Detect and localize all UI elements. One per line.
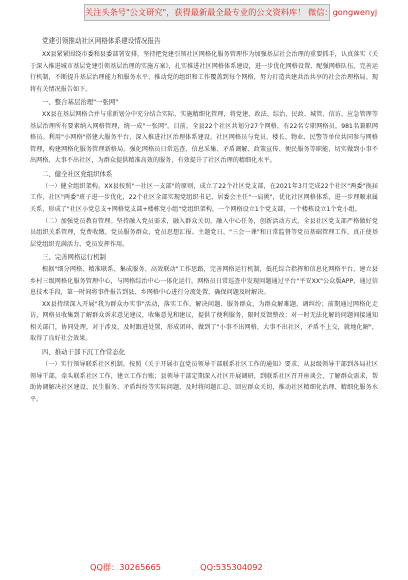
- paragraph: XX县在基层网格合并与重新划分中充分结合实际，实施精细化管理，将党建、政法、综治、民政、城管、信访、应急管理等基层治理所有要素纳入网格管理，统一成"一张网"。目前，全县22个社区共划分27个网格，有22名专职网格员，981名兼职网格员。利用"小网格"搭建大服务平台，深入推进社区治理体系建设。社区网格员与党员、楼长、物业、民警等单位共同参与网格管理，构建网格化服务管理新格局。强化网格员日常巡查、信息采集、矛盾调解、政策宣传、便民服务等职能，切实做到小事不出网格、大事不出社区，为群众提供精准高效的服务，有效提升了社区治理的精细化水平。: [30, 111, 378, 165]
- qq-group-text: QQ群：30265665: [90, 562, 161, 572]
- paragraph: 根据"细分网格、精准联系、集成服务、高效联动"工作思路，完善网格运行机制，低托综合指挥和信息化网格平台，建立县乡村三级网格化服务管理中心，与网格综治中心一体化运行，网格员日常巡查中发现问题通过平台"平安XX"公众版APP，通过信息技术手段，第一时间将事件报告到县、乡网格中心进行分流处置，确保问题及时解决。: [30, 266, 378, 297]
- promo-banner: 关注头条号"公文研究"，获得最新最全最专业的公文资料库！ 微信：gongwenyj: [84, 4, 330, 21]
- qq-number-text: QQ:535304092: [200, 562, 263, 572]
- paragraph: （一）健全组织架构。XX县按照"一社区一支部"的原则，成立了22个社区党支部，在2021年3月完成22个社区"两委"换届工作，社区"两委"班子进一步优化，22个社区全部实现党组织书记、居委会主任"一肩挑"，优化社区网格体系，进一步理顺隶属关系，形成了"社区小党总支+网格党支部+楼栋党小组"党组织架构，一个网格设立1个党支部，一个楼栋设立1个党小组。: [30, 182, 378, 214]
- document-paragraphs: [30, 49, 378, 405]
- section-heading: 一、整合基层治理"一张网": [42, 98, 119, 107]
- section-heading: 二、健全社区党组织体系: [42, 169, 113, 178]
- document-body: [30, 36, 378, 405]
- paragraph: XX县持续深入开展"我为群众办实事"活动，落实工作、解决问题、服务群众，为群众解难题，调纠纷；前期通过网格化走访，网格员收集到了解群众诉求意见建议，收集意见和建议，提供了便利服务，限时反馈整改：对一时无法化解的问题间接通知相关部门，协同处理，对于涉及，及时跟进处置，形成闭环，做到了"小事不出网格，大事不出社区，矛盾不上交，就地化解"，取得了良好社会效果。: [30, 300, 378, 343]
- contact-footer: [90, 560, 330, 574]
- section-heading: 四、推动干部下沉工作常态化: [42, 348, 126, 357]
- paragraph: XX县紧紧围绕市委和县委部署安排，坚持把党建引领社区网格化服务管理作为加强基层社会治理的重要抓手，认真落实《关于深入推进城市基层党建引领基层治理的实施方案》，扎实推进社区网格体系建设，进一步优化网格设置、配强网格队伍、完善运行机制，不断提升基层治理能力和服务水平，推动党的组织和工作覆盖到每个网格，努力打造共建共治共享的社会治理格局。现将有关情况报告如下。: [30, 51, 378, 93]
- document-title: 党建引领推动社区网格体系建设情况报告: [42, 37, 161, 45]
- section-heading: 三、完善网格运行机制: [42, 253, 106, 262]
- paragraph: （一）实行领导联系社区机制。按照《关于开展市直党员领导干部联系社区工作的通知》要求，从县级领导干部到各局社区领导干部，牵头联系社区工作，建立工作台账；县领导干部定期深入社区开展调研，到联系社区召开座谈会，了解群众需求，帮助协调解决社区建设、民生服务、矛盾纠纷等实际问题，及时将问题汇总、回应群众关切，推动社区精细化治理、精细化服务水平。: [30, 361, 378, 403]
- paragraph: （二）加强党员教育管理。坚持融入党员需求，融入群众关切，融入中心任务，创新活动方式，全县社区党支部严格做好党员组织关系管理，党费收缴、党员服务群众、党员思想汇报。主题党日、"三会一课"和日常监督等党员基础管理工作，真正使基层党组织充满活力、党员发挥作用。: [30, 217, 378, 248]
